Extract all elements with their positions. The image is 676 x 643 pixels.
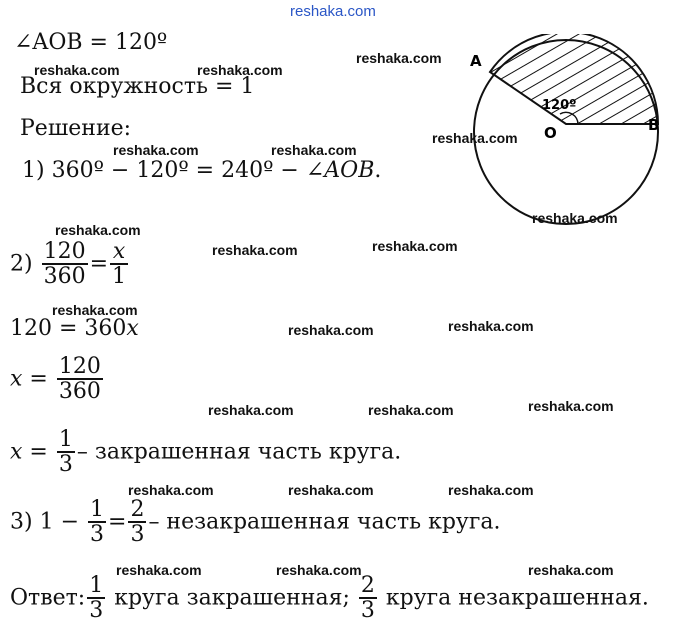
point-a-label: A [470,52,482,70]
watermark: reshaka.com [528,562,614,578]
fraction-denominator: 360 [58,379,101,405]
point-o-label: O [544,124,557,142]
fraction-numerator: 2 [130,497,145,522]
watermark: reshaka.com [368,402,454,418]
answer-text-2: круга незакрашенная. [378,585,649,611]
equals-sign: = [22,366,55,392]
step2-solution [10,355,105,404]
fraction-numerator: 120 [43,239,86,264]
result-text: – закрашенная часть круга. [76,439,402,465]
fraction [42,240,88,289]
step3-text: – незакрашенная часть круга. [148,509,501,535]
fraction [87,574,105,623]
watermark: reshaka.com [52,302,138,318]
watermark-top: reshaka.com [290,3,376,20]
fraction-denominator: 3 [360,598,375,624]
fraction-denominator: 360 [43,264,86,290]
equation-variable: x [126,316,139,341]
watermark: reshaka.com [288,322,374,338]
answer-label: Ответ: [10,585,86,611]
given-whole: Вся окружность = 1 [20,74,255,99]
fraction-numerator: 1 [90,497,104,522]
watermark: reshaka.com [432,130,518,146]
watermark: reshaka.com [528,398,614,414]
watermark: reshaka.com [271,142,357,158]
watermark: reshaka.com [448,482,534,498]
fraction-numerator: 120 [58,354,101,379]
fraction-numerator: 2 [360,573,375,598]
given-angle: ∠AOB = 120º [14,30,168,55]
step1-end: . [374,158,382,183]
answer-text-1: круга закрашенная; [107,585,357,611]
equals-sign: = [89,251,109,277]
fraction-numerator: 1 [58,427,73,452]
fraction [110,240,128,289]
step3-line [10,498,501,547]
fraction-denominator: 1 [112,264,127,290]
watermark: reshaka.com [372,238,458,254]
fraction-denominator: 3 [89,598,104,624]
step2-equation [10,318,139,340]
step2-result [10,428,401,477]
fraction-denominator: 3 [58,452,73,478]
equation-left: 120 = 360 [10,316,127,341]
equation-variable: x [10,366,23,392]
watermark: reshaka.com [34,62,120,78]
fraction-numerator: 1 [89,573,104,598]
step2-proportion [10,240,130,289]
fraction-denominator: 3 [90,522,104,548]
equals-sign: = [108,509,127,535]
watermark: reshaka.com [128,482,214,498]
watermark: reshaka.com [276,562,362,578]
watermark: reshaka.com [55,222,141,238]
equals-sign: = [22,439,55,465]
circle-diagram [468,34,664,230]
fraction-numerator: x [112,239,126,264]
step1-angle: ∠AOB [305,158,375,183]
watermark: reshaka.com [288,482,374,498]
fraction [57,428,75,477]
fraction [88,498,106,547]
watermark: reshaka.com [448,318,534,334]
step2-label: 2) [10,251,33,277]
fraction [128,498,146,547]
equation-variable: x [10,439,23,465]
step3-prefix: 3) 1 − [10,509,79,535]
angle-label: 120º [542,98,577,113]
fraction [359,574,377,623]
watermark: reshaka.com [212,242,298,258]
watermark: reshaka.com [197,62,283,78]
step1-line [22,160,381,182]
point-b-label: B [648,116,660,134]
watermark: reshaka.com [113,142,199,158]
solution-heading: Решение: [20,116,132,141]
watermark: reshaka.com [356,50,442,66]
fraction [57,355,103,404]
fraction-denominator: 3 [130,522,145,548]
watermark: reshaka.com [532,210,618,226]
watermark: reshaka.com [116,562,202,578]
answer-line [10,574,649,623]
watermark: reshaka.com [208,402,294,418]
step1-text: 1) 360º − 120º = 240º − [22,158,306,183]
